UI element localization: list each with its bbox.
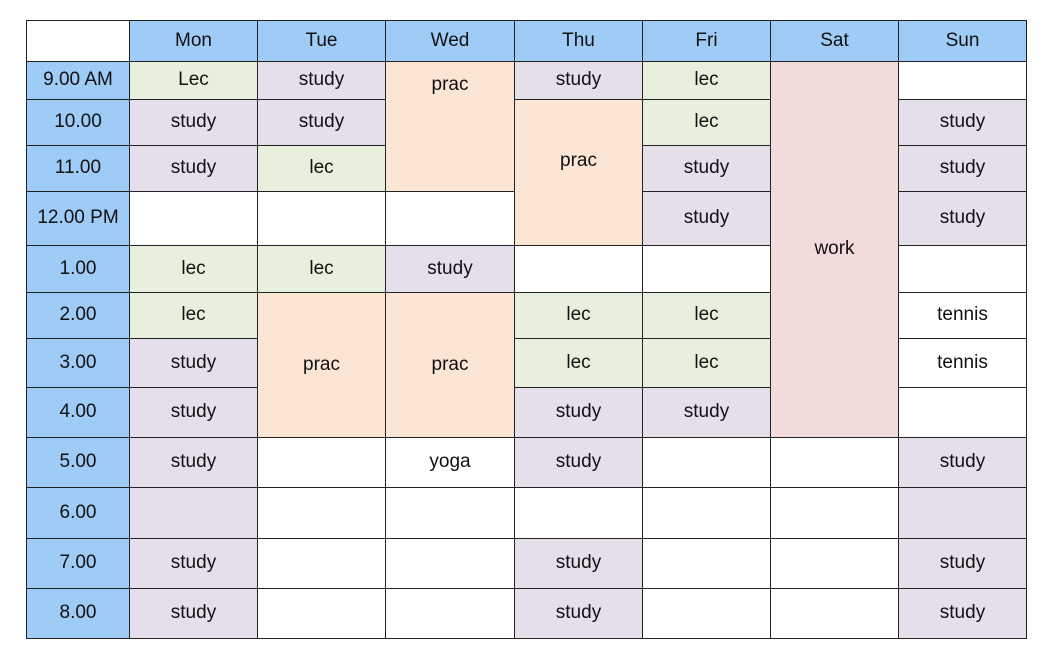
- header-row: [27, 21, 1027, 62]
- table-row: [27, 438, 1027, 488]
- cell-mon-1600: study: [130, 388, 258, 438]
- cell-mon-1800: [130, 488, 258, 539]
- cell-thu-0900: study: [515, 62, 643, 100]
- cell-tue-1900: [258, 539, 386, 589]
- cell-thu-1000: prac: [515, 100, 643, 246]
- cell-mon-0900: Lec: [130, 62, 258, 100]
- cell-fri-1000: lec: [643, 100, 771, 146]
- cell-sat-1700: [771, 438, 899, 488]
- cell-tue-1000: study: [258, 100, 386, 146]
- cell-mon-1400: lec: [130, 293, 258, 339]
- cell-wed-1400: prac: [386, 293, 515, 438]
- cell-mon-1300: lec: [130, 246, 258, 293]
- cell-thu-1700: study: [515, 438, 643, 488]
- day-header-sun: Sun: [899, 21, 1027, 62]
- time-label: 5.00: [27, 438, 130, 488]
- cell-fri-1800: [643, 488, 771, 539]
- cell-sat-2000: [771, 589, 899, 639]
- corner-cell: [27, 21, 130, 62]
- cell-tue-1200: [258, 192, 386, 246]
- cell-sun-1300: [899, 246, 1027, 293]
- cell-tue-1800: [258, 488, 386, 539]
- time-label: 4.00: [27, 388, 130, 438]
- day-header-thu: Thu: [515, 21, 643, 62]
- time-label: 12.00 PM: [27, 192, 130, 246]
- time-label: 1.00: [27, 246, 130, 293]
- cell-sun-1100: study: [899, 146, 1027, 192]
- cell-fri-1200: study: [643, 192, 771, 246]
- cell-wed-1300: study: [386, 246, 515, 293]
- cell-wed-0900: prac: [386, 62, 515, 192]
- time-label: 2.00: [27, 293, 130, 339]
- cell-fri-1600: study: [643, 388, 771, 438]
- cell-fri-1300: [643, 246, 771, 293]
- time-label: 10.00: [27, 100, 130, 146]
- cell-thu-1500: lec: [515, 339, 643, 388]
- cell-sun-1700: study: [899, 438, 1027, 488]
- cell-tue-1700: [258, 438, 386, 488]
- cell-fri-0900: lec: [643, 62, 771, 100]
- cell-fri-2000: [643, 589, 771, 639]
- cell-wed-1800: [386, 488, 515, 539]
- table-row: [27, 539, 1027, 589]
- cell-thu-2000: study: [515, 589, 643, 639]
- cell-wed-1200: [386, 192, 515, 246]
- cell-mon-1700: study: [130, 438, 258, 488]
- day-header-tue: Tue: [258, 21, 386, 62]
- day-header-sat: Sat: [771, 21, 899, 62]
- cell-fri-1700: [643, 438, 771, 488]
- cell-sat-1900: [771, 539, 899, 589]
- table-row: [27, 589, 1027, 639]
- cell-thu-1800: [515, 488, 643, 539]
- cell-sat-work: work: [771, 62, 899, 438]
- cell-thu-1900: study: [515, 539, 643, 589]
- cell-mon-2000: study: [130, 589, 258, 639]
- cell-sun-2000: study: [899, 589, 1027, 639]
- cell-fri-1400: lec: [643, 293, 771, 339]
- cell-mon-1000: study: [130, 100, 258, 146]
- time-label: 9.00 AM: [27, 62, 130, 100]
- cell-tue-1100: lec: [258, 146, 386, 192]
- cell-sat-1800: [771, 488, 899, 539]
- cell-wed-1700: yoga: [386, 438, 515, 488]
- table-row: [27, 488, 1027, 539]
- cell-fri-1100: study: [643, 146, 771, 192]
- day-header-mon: Mon: [130, 21, 258, 62]
- cell-tue-2000: [258, 589, 386, 639]
- cell-thu-1300: [515, 246, 643, 293]
- cell-sun-1800: [899, 488, 1027, 539]
- time-label: 3.00: [27, 339, 130, 388]
- cell-wed-1900: [386, 539, 515, 589]
- time-label: 8.00: [27, 589, 130, 639]
- cell-mon-1500: study: [130, 339, 258, 388]
- cell-tue-0900: study: [258, 62, 386, 100]
- cell-tue-1400: prac: [258, 293, 386, 438]
- time-label: 7.00: [27, 539, 130, 589]
- day-header-wed: Wed: [386, 21, 515, 62]
- cell-mon-1900: study: [130, 539, 258, 589]
- cell-sun-1900: study: [899, 539, 1027, 589]
- cell-sun-0900: [899, 62, 1027, 100]
- cell-fri-1500: lec: [643, 339, 771, 388]
- cell-sun-1200: study: [899, 192, 1027, 246]
- cell-mon-1100: study: [130, 146, 258, 192]
- cell-sun-1400: tennis: [899, 293, 1027, 339]
- cell-wed-2000: [386, 589, 515, 639]
- cell-sun-1500: tennis: [899, 339, 1027, 388]
- cell-sun-1600: [899, 388, 1027, 438]
- cell-fri-1900: [643, 539, 771, 589]
- cell-tue-1300: lec: [258, 246, 386, 293]
- cell-thu-1400: lec: [515, 293, 643, 339]
- time-label: 11.00: [27, 146, 130, 192]
- timetable: [26, 20, 1027, 639]
- day-header-fri: Fri: [643, 21, 771, 62]
- cell-thu-1600: study: [515, 388, 643, 438]
- cell-sun-1000: study: [899, 100, 1027, 146]
- time-label: 6.00: [27, 488, 130, 539]
- table-row: [27, 62, 1027, 100]
- cell-mon-1200: [130, 192, 258, 246]
